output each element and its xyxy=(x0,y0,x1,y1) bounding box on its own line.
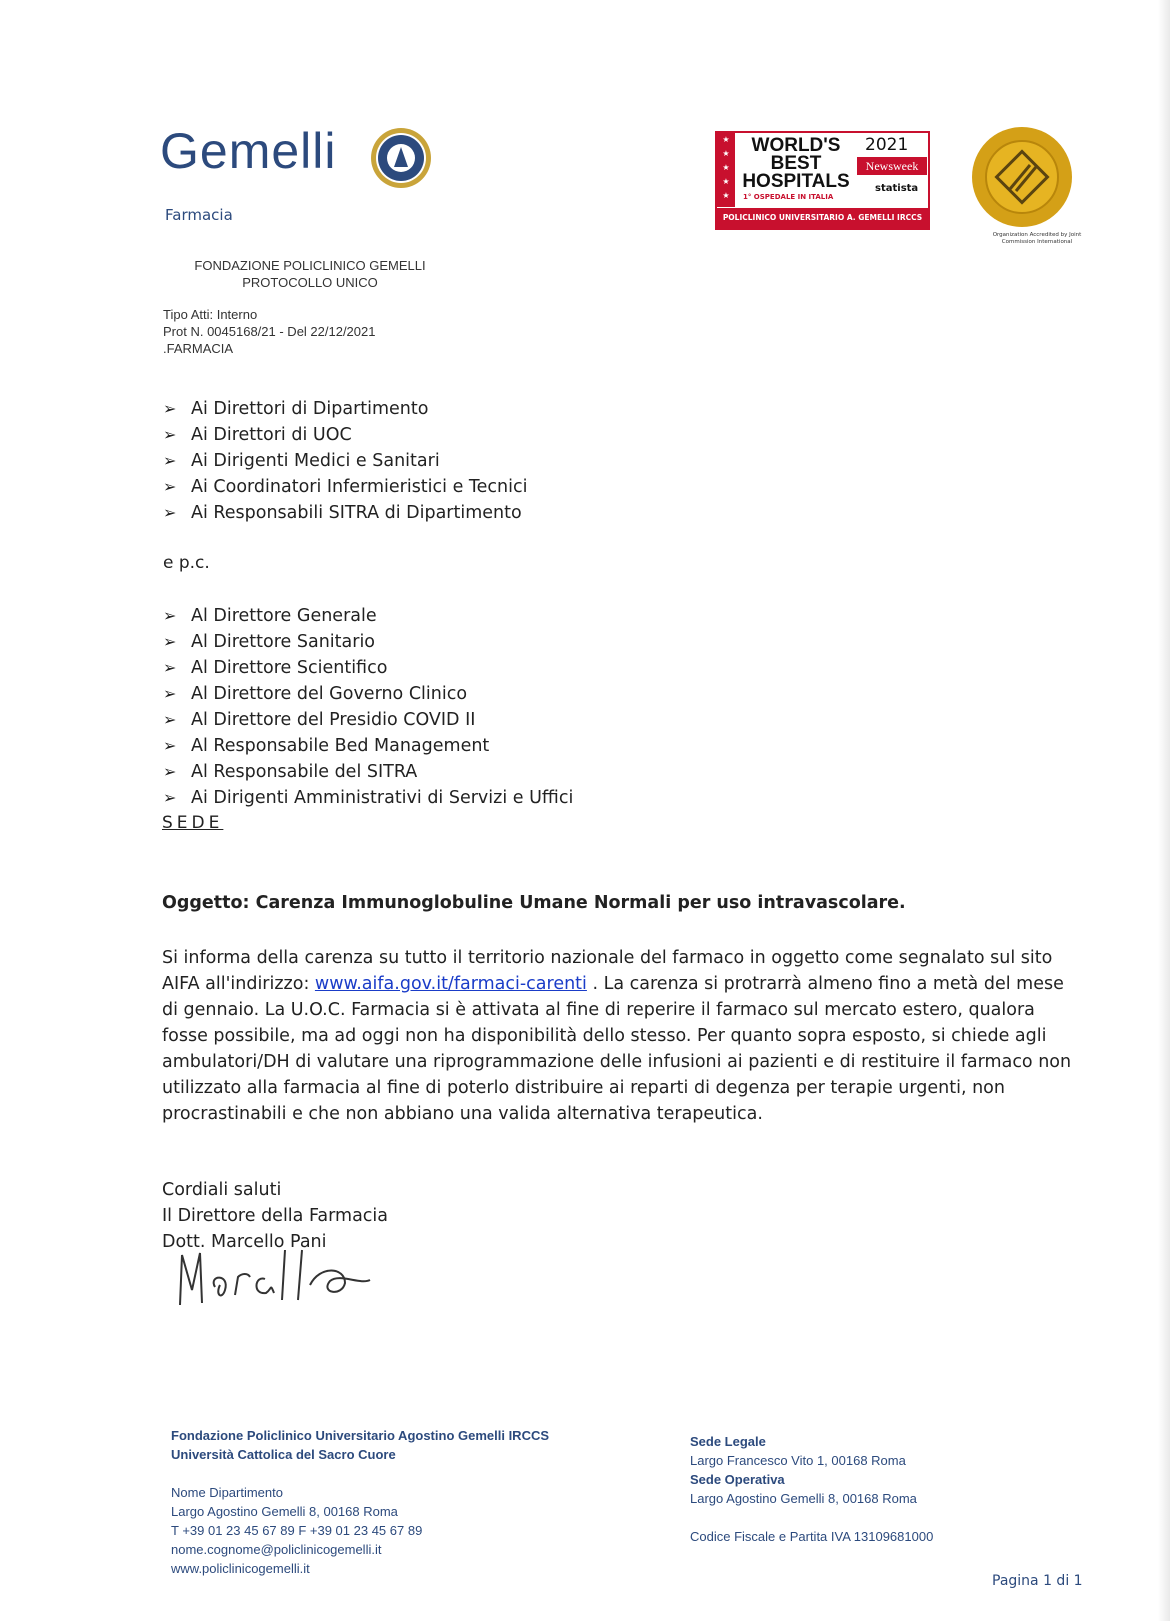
cc-recipients-list xyxy=(163,603,573,811)
arrow-bullet-icon: ➢ xyxy=(163,399,177,418)
protocol-type: Tipo Atti: Interno xyxy=(163,307,258,322)
arrow-bullet-icon: ➢ xyxy=(163,788,177,807)
footer-dept: Nome Dipartimento xyxy=(171,1485,283,1500)
footer-legal-label: Sede Legale xyxy=(690,1434,766,1449)
sede-label: SEDE xyxy=(162,813,224,833)
jci-accreditation-seal-icon xyxy=(970,125,1074,229)
university-seal-icon xyxy=(370,127,432,189)
list-item: ➢ Al Responsabile Bed Management xyxy=(163,733,573,759)
recipients-list xyxy=(163,396,527,526)
badge-stars-strip: ★ ★ ★ ★ ★ xyxy=(717,133,735,207)
arrow-bullet-icon: ➢ xyxy=(163,684,177,703)
footer-phone: T +39 01 23 45 67 89 F +39 01 23 45 67 89 xyxy=(171,1523,423,1538)
footer-operative-address: Largo Agostino Gemelli 8, 00168 Roma xyxy=(690,1491,917,1506)
closing-greeting: Cordiali saluti xyxy=(162,1180,282,1200)
arrow-bullet-icon: ➢ xyxy=(163,658,177,677)
page-number: Pagina 1 di 1 xyxy=(992,1573,1083,1589)
footer-legal-address: Largo Francesco Vito 1, 00168 Roma xyxy=(690,1453,906,1468)
letter-subject: Oggetto: Carenza Immunoglobuline Umane Normali per uso intravascolare. xyxy=(162,893,906,913)
list-item: ➢ Al Responsabile del SITRA xyxy=(163,759,573,785)
handwritten-signature-icon xyxy=(170,1245,380,1315)
badge-title: WORLD'S BEST HOSPITALS xyxy=(742,135,850,192)
footer-tax-id: Codice Fiscale e Partita IVA 13109681000 xyxy=(690,1529,934,1544)
list-item: ➢ Al Direttore del Presidio COVID II xyxy=(163,707,573,733)
signer-role: Il Direttore della Farmacia xyxy=(162,1206,389,1226)
badge-publisher: Newsweek xyxy=(857,157,927,175)
footer-left xyxy=(171,1426,549,1578)
list-item: ➢ Al Direttore Generale xyxy=(163,603,573,629)
page-edge-shadow xyxy=(1158,0,1170,1621)
footer-org1: Fondazione Policlinico Universitario Agostino Gemelli IRCCS xyxy=(171,1428,550,1443)
arrow-bullet-icon: ➢ xyxy=(163,606,177,625)
signer-name: Dott. Marcello Pani xyxy=(162,1232,327,1252)
arrow-bullet-icon: ➢ xyxy=(163,425,177,444)
badge-subtitle: 1° OSPEDALE IN ITALIA xyxy=(743,193,834,201)
arrow-bullet-icon: ➢ xyxy=(163,736,177,755)
list-item: ➢ Al Direttore del Governo Clinico xyxy=(163,681,573,707)
list-item: ➢ Ai Coordinatori Infermieristici e Tecnici xyxy=(163,474,527,500)
department-name: Farmacia xyxy=(165,206,233,224)
list-item: ➢ Ai Dirigenti Medici e Sanitari xyxy=(163,448,527,474)
letter-body: Si informa della carenza su tutto il territorio nazionale del farmaco in oggetto come segnalato sul sito AIFA all'indirizzo: www.aifa.gov.it/farmaci-carenti . La carenza si protrarrà almeno fino a metà del mese di gennaio. La U.O.C. Farmacia si è attivata al fine di reperire il farmaco sul mercato estero, qualora fosse possibile, ma ad oggi non ha disponibilità dello stesso. Per quanto sopra esposto, si chiede agli ambulatori/DH di valutare una riprogrammazione delle infusioni ai pazienti e di restituire il farmaco non utilizzato alla farmacia al fine di poterlo distribuire ai reparti di degenza per terapie urgenti, non procrastinabili e che non abbiano una valida alternativa terapeutica. xyxy=(162,948,1072,1124)
list-item: ➢ Al Direttore Scientifico xyxy=(163,655,573,681)
list-item: ➢ Ai Direttori di Dipartimento xyxy=(163,396,527,422)
arrow-bullet-icon: ➢ xyxy=(163,632,177,651)
protocol-number: Prot N. 0045168/21 - Del 22/12/2021 xyxy=(163,324,376,339)
arrow-bullet-icon: ➢ xyxy=(163,762,177,781)
closing-block xyxy=(162,1177,388,1255)
footer-website[interactable]: www.policlinicogemelli.it xyxy=(171,1561,310,1576)
protocol-office: .FARMACIA xyxy=(163,341,234,356)
protocol-meta xyxy=(163,306,375,357)
protocol-stamp xyxy=(190,257,430,291)
aifa-link[interactable]: www.aifa.gov.it/farmaci-carenti xyxy=(314,974,587,994)
arrow-bullet-icon: ➢ xyxy=(163,451,177,470)
footer-operative-label: Sede Operativa xyxy=(690,1472,785,1487)
list-item: ➢ Ai Direttori di UOC xyxy=(163,422,527,448)
protocol-line2: PROTOCOLLO UNICO xyxy=(242,275,378,290)
list-item: ➢ Ai Dirigenti Amministrativi di Servizi e Uffici xyxy=(163,785,573,811)
jci-caption: Organization Accredited by Joint Commission International xyxy=(992,232,1082,245)
cc-label: e p.c. xyxy=(163,553,210,573)
gemelli-logo: Gemelli xyxy=(160,123,337,179)
footer-address: Largo Agostino Gemelli 8, 00168 Roma xyxy=(171,1504,398,1519)
worlds-best-hospitals-badge xyxy=(715,131,930,230)
footer-right xyxy=(690,1432,933,1546)
protocol-line1: FONDAZIONE POLICLINICO GEMELLI xyxy=(194,258,426,273)
list-item: ➢ Al Direttore Sanitario xyxy=(163,629,573,655)
footer-email[interactable]: nome.cognome@policlinicogemelli.it xyxy=(171,1542,382,1557)
footer-org2: Università Cattolica del Sacro Cuore xyxy=(171,1447,396,1462)
arrow-bullet-icon: ➢ xyxy=(163,710,177,729)
list-item: ➢ Ai Responsabili SITRA di Dipartimento xyxy=(163,500,527,526)
badge-footer: POLICLINICO UNIVERSITARIO A. GEMELLI IRCCS xyxy=(717,208,928,228)
badge-partner: statista xyxy=(875,183,919,194)
badge-year: 2021 xyxy=(865,135,909,155)
arrow-bullet-icon: ➢ xyxy=(163,477,177,496)
arrow-bullet-icon: ➢ xyxy=(163,503,177,522)
